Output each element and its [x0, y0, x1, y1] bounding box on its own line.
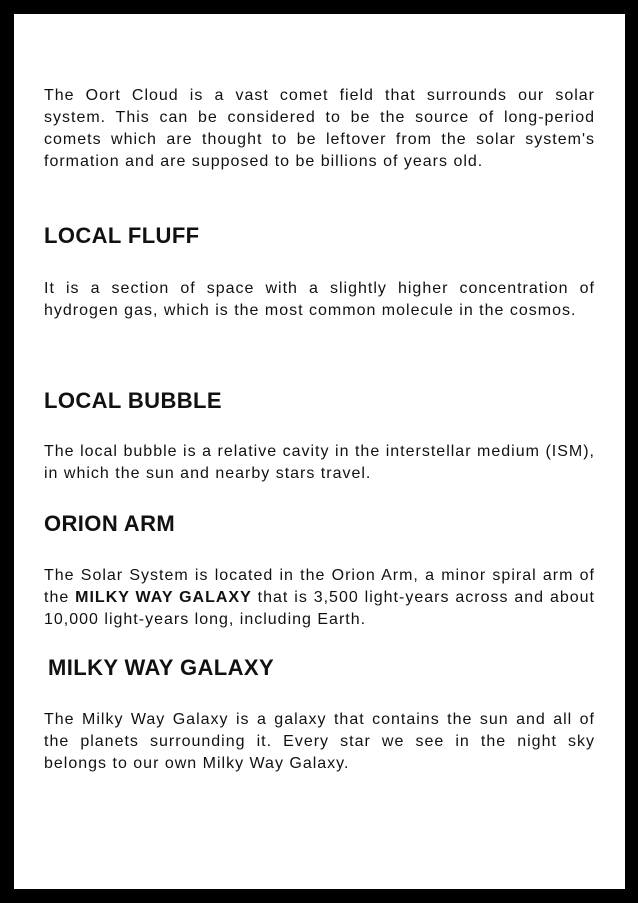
section-body-milky-way-galaxy: The Milky Way Galaxy is a galaxy that contains the sun and all of the planets surrounding it. Every star we see in the night sky belongs to our own Milky Way Galaxy.	[44, 711, 595, 772]
orion-body-text-end: that is 3,500 light-years across and about 10,000 light-years long, including Earth.	[44, 589, 596, 628]
milky-way-galaxy-emphasis: MILKY WAY GALAXY	[75, 589, 252, 606]
intro-paragraph: The Oort Cloud is a vast comet field that surrounds our solar system. This can be considered to be the source of long-period comets which are thought to be leftover from the solar system's formation and are supposed to be billions of years old.	[44, 87, 595, 170]
section-heading-orion-arm: ORION ARM	[44, 511, 176, 536]
section-body-local-fluff: It is a section of space with a slightly higher concentration of hydrogen gas, which is the most common molecule in the cosmos.	[44, 280, 595, 319]
document-page	[14, 14, 625, 889]
section-heading-local-bubble: LOCAL BUBBLE	[44, 388, 222, 413]
orion-body-text-start: The Solar System is located in the Orion Arm, a minor spiral arm of the	[44, 567, 595, 606]
section-body-local-bubble: The local bubble is a relative cavity in the interstellar medium (ISM), in which the sun and nearby stars travel.	[44, 443, 595, 482]
section-heading-milky-way-galaxy: MILKY WAY GALAXY	[48, 655, 275, 680]
section-body-orion-arm	[44, 565, 595, 631]
section-heading-local-fluff: LOCAL FLUFF	[44, 223, 200, 248]
